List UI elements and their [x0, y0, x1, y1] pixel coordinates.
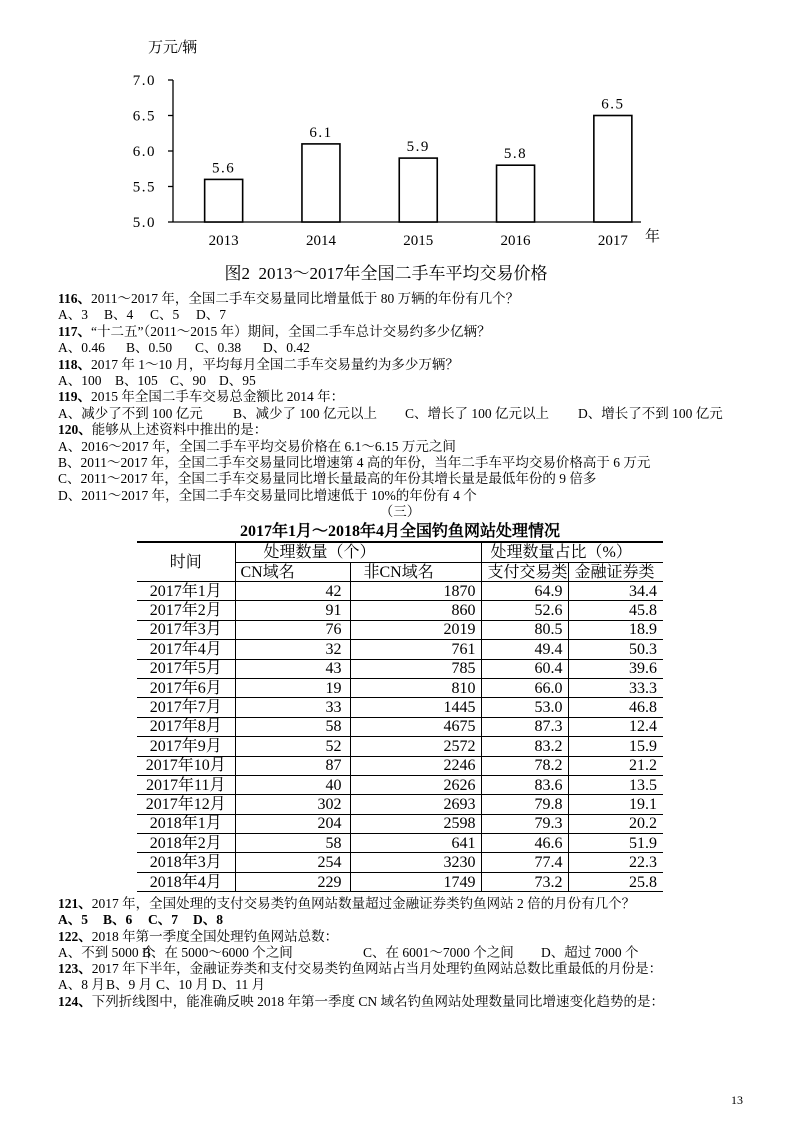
cell-non-cn-count: 761	[350, 640, 481, 659]
cell-non-cn-count: 2598	[350, 814, 481, 833]
cell-non-cn-count: 1445	[350, 698, 481, 717]
header-non-cn-domain: 非CN域名	[350, 563, 481, 582]
option-a: A、3	[58, 307, 88, 323]
cell-cn-count: 302	[235, 795, 350, 814]
option-b: B、105	[115, 372, 158, 388]
option-b: B、0.50	[126, 340, 173, 356]
cell-finance-share: 39.6	[568, 659, 663, 678]
table-row	[137, 795, 663, 814]
page-number: 13	[731, 1093, 743, 1107]
question-stem: 2017 年 1～10 月，平均每月全国二手车交易量约为多少万辆？	[91, 356, 459, 372]
table-row	[137, 737, 663, 756]
option-d: D、超过 7000 个	[541, 944, 639, 960]
x-tick-label: 2017	[597, 233, 628, 249]
option-d: D、11 月	[212, 977, 266, 993]
cell-cn-count: 91	[235, 601, 350, 620]
cell-payment-share: 77.4	[481, 853, 568, 872]
question-number: 116、	[58, 291, 92, 306]
cell-non-cn-count: 4675	[350, 717, 481, 736]
x-axis-unit-label: 年	[645, 229, 661, 245]
option-c: C、2011～2017 年，全国二手车交易量同比增长量最高的年份其增长量是最低年份的 9 倍多	[58, 471, 597, 487]
cell-payment-share: 83.6	[481, 775, 568, 794]
header-cn-domain: CN域名	[235, 563, 350, 582]
question-number: 123、	[58, 961, 92, 977]
question-number: 120、	[58, 422, 92, 438]
option-a: A、100	[58, 372, 102, 388]
option-a: A、5	[58, 912, 88, 928]
table-row	[137, 678, 663, 697]
option-b: B、9 月	[106, 977, 153, 993]
cell-month: 2017年6月	[137, 678, 235, 697]
cell-month: 2018年2月	[137, 834, 235, 853]
option-a: A、8 月	[58, 977, 105, 993]
cell-non-cn-count: 860	[350, 601, 481, 620]
table-row	[137, 640, 663, 659]
option-c: C、5	[150, 307, 180, 323]
bar-value-label: 5.6	[212, 160, 236, 177]
option-a: A、2016～2017 年，全国二手车平均交易价格在 6.1～6.15 万元之间	[58, 438, 456, 454]
options-123	[58, 977, 778, 993]
option-d: D、2011～2017 年，全国二手车交易量同比增速低于 10%的年份有 4 个	[58, 487, 477, 503]
table-row	[137, 872, 663, 891]
option-d: D、0.42	[263, 340, 310, 356]
cell-month: 2017年4月	[137, 640, 235, 659]
question-block-phishing	[58, 896, 778, 1010]
cell-payment-share: 53.0	[481, 698, 568, 717]
cell-finance-share: 15.9	[568, 737, 663, 756]
question-number: 118、	[58, 356, 92, 372]
question-number: 117、	[58, 323, 92, 339]
question-122	[58, 929, 778, 945]
y-tick-label: 5.0	[132, 215, 156, 231]
question-121	[58, 896, 778, 912]
cell-finance-share: 12.4	[568, 717, 663, 736]
option-d: D、8	[193, 912, 223, 928]
option-c: C、0.38	[195, 340, 242, 356]
table-header-row	[137, 542, 663, 563]
cell-non-cn-count: 2572	[350, 737, 481, 756]
used-car-price-bar-chart	[0, 0, 800, 260]
bar-value-label: 5.9	[406, 139, 430, 156]
bar-value-label: 6.1	[309, 124, 333, 141]
question-stem: 2017 年下半年，金融证券类和支付交易类钓鱼网站占当月处理钓鱼网站总数比重最低的月份是：	[91, 961, 663, 977]
cell-finance-share: 51.9	[568, 834, 663, 853]
cell-payment-share: 49.4	[481, 640, 568, 659]
question-124	[58, 994, 778, 1010]
cell-cn-count: 204	[235, 814, 350, 833]
table-row	[137, 853, 663, 872]
option-b: B、4	[104, 307, 134, 323]
y-tick-label: 6.0	[132, 144, 156, 160]
x-tick-label: 2016	[500, 233, 531, 249]
cell-cn-count: 254	[235, 853, 350, 872]
cell-non-cn-count: 1749	[350, 872, 481, 891]
cell-payment-share: 66.0	[481, 678, 568, 697]
cell-month: 2018年3月	[137, 853, 235, 872]
option-c: C、10 月	[156, 977, 209, 993]
cell-payment-share: 73.2	[481, 872, 568, 891]
cell-payment-share: 64.9	[481, 582, 568, 601]
option-d: D、7	[196, 307, 226, 323]
cell-finance-share: 50.3	[568, 640, 663, 659]
cell-payment-share: 83.2	[481, 737, 568, 756]
cell-payment-share: 79.8	[481, 795, 568, 814]
bar-2015	[399, 158, 437, 222]
options-117	[58, 340, 778, 356]
header-payment: 支付交易类	[481, 563, 568, 582]
cell-finance-share: 45.8	[568, 601, 663, 620]
table-row	[137, 582, 663, 601]
table-title: 2017年1月～2018年4月全国钓鱼网站处理情况	[239, 523, 560, 540]
cell-payment-share: 80.5	[481, 620, 568, 639]
cell-cn-count: 58	[235, 717, 350, 736]
question-stem: 2018 年第一季度全国处理钓鱼网站总数：	[91, 928, 339, 944]
table-body	[137, 582, 663, 892]
cell-month: 2017年11月	[137, 775, 235, 794]
cell-payment-share: 87.3	[481, 717, 568, 736]
bar-2014	[302, 144, 340, 222]
option-c: C、90	[170, 372, 207, 388]
question-120	[58, 422, 778, 438]
question-119	[58, 389, 778, 405]
cell-month: 2017年10月	[137, 756, 235, 775]
table-row	[137, 659, 663, 678]
header-count-group: 处理数量（个）	[235, 542, 481, 563]
option-d: D、增长了不到 100 亿元	[578, 405, 723, 421]
cell-cn-count: 42	[235, 582, 350, 601]
option-b: B、在 5000～6000 个之间	[142, 944, 293, 960]
cell-payment-share: 78.2	[481, 756, 568, 775]
question-number: 124、	[58, 993, 92, 1009]
table-row	[137, 620, 663, 639]
options-116	[58, 307, 778, 323]
cell-non-cn-count: 2246	[350, 756, 481, 775]
cell-month: 2017年9月	[137, 737, 235, 756]
cell-finance-share: 19.1	[568, 795, 663, 814]
bar-value-label: 6.5	[601, 96, 625, 113]
table-row	[137, 601, 663, 620]
cell-finance-share: 34.4	[568, 582, 663, 601]
option-b: B、2011～2017 年，全国二手车交易量同比增速第 4 高的年份，当年二手车平均交易价格高于 6 万元	[58, 454, 651, 470]
cell-month: 2017年8月	[137, 717, 235, 736]
option-a: A、减少了不到 100 亿元	[58, 405, 203, 421]
table-row	[137, 814, 663, 833]
option-c: C、7	[148, 912, 178, 928]
cell-finance-share: 33.3	[568, 678, 663, 697]
cell-non-cn-count: 3230	[350, 853, 481, 872]
question-stem: 2017 年，全国处理的支付交易类钓鱼网站数量超过金融证券类钓鱼网站 2 倍的月份有几个？	[91, 896, 636, 911]
table-row	[137, 775, 663, 794]
cell-cn-count: 19	[235, 678, 350, 697]
cell-non-cn-count: 1870	[350, 582, 481, 601]
header-share-group: 处理数量占比（%）	[481, 542, 663, 563]
question-stem: 能够从上述资料中推出的是：	[91, 422, 268, 438]
cell-cn-count: 58	[235, 834, 350, 853]
bar-value-label: 5.8	[503, 146, 528, 163]
question-123	[58, 961, 778, 977]
question-stem: 下列折线图中，能准确反映 2018 年第一季度 CN 域名钓鱼网站处理数量同比增速变化趋势的是：	[91, 993, 665, 1009]
table-row	[137, 698, 663, 717]
y-tick-label: 6.5	[132, 108, 156, 125]
cell-cn-count: 43	[235, 659, 350, 678]
question-116	[58, 291, 778, 307]
y-axis-unit-label: 万元/辆	[148, 40, 198, 56]
question-block-vehicle	[58, 291, 778, 504]
y-tick-label: 7.0	[132, 73, 156, 89]
options-122	[58, 945, 778, 961]
header-time: 时间	[137, 542, 235, 582]
options-119	[58, 406, 778, 422]
table-row	[137, 756, 663, 775]
bar-2013	[205, 179, 243, 222]
options-121	[58, 912, 778, 928]
cell-finance-share: 46.8	[568, 698, 663, 717]
cell-payment-share: 46.6	[481, 834, 568, 853]
option-a: A、不到 5000 个	[58, 944, 156, 960]
cell-cn-count: 229	[235, 872, 350, 891]
cell-non-cn-count: 810	[350, 678, 481, 697]
header-finance: 金融证券类	[568, 563, 663, 582]
cell-non-cn-count: 2019	[350, 620, 481, 639]
cell-finance-share: 25.8	[568, 872, 663, 891]
cell-non-cn-count: 2693	[350, 795, 481, 814]
cell-month: 2017年3月	[137, 620, 235, 639]
question-stem: 2011～2017 年，全国二手车交易量同比增量低于 80 万辆的年份有几个？	[91, 291, 520, 306]
cell-month: 2017年12月	[137, 795, 235, 814]
cell-cn-count: 40	[235, 775, 350, 794]
cell-cn-count: 52	[235, 737, 350, 756]
option-a: A、0.46	[58, 340, 105, 356]
cell-cn-count: 87	[235, 756, 350, 775]
cell-finance-share: 13.5	[568, 775, 663, 794]
cell-cn-count: 76	[235, 620, 350, 639]
cell-non-cn-count: 785	[350, 659, 481, 678]
cell-finance-share: 22.3	[568, 853, 663, 872]
y-tick-label: 5.5	[132, 179, 156, 196]
cell-cn-count: 33	[235, 698, 350, 717]
cell-month: 2017年1月	[137, 582, 235, 601]
x-tick-label: 2015	[403, 233, 434, 249]
cell-payment-share: 79.3	[481, 814, 568, 833]
cell-cn-count: 32	[235, 640, 350, 659]
x-tick-label: 2014	[305, 233, 336, 249]
table-row	[137, 717, 663, 736]
option-c: C、增长了 100 亿元以上	[405, 405, 550, 421]
x-tick-label: 2013	[208, 233, 239, 249]
bar-2017	[594, 116, 632, 223]
question-stem: “十二五”（2011～2015 年）期间，全国二手车总计交易约多少亿辆？	[91, 323, 491, 339]
cell-month: 2018年1月	[137, 814, 235, 833]
cell-month: 2017年5月	[137, 659, 235, 678]
question-117	[58, 324, 778, 340]
bar-2016	[497, 165, 535, 222]
table-row	[137, 834, 663, 853]
cell-month: 2017年2月	[137, 601, 235, 620]
cell-finance-share: 18.9	[568, 620, 663, 639]
cell-finance-share: 21.2	[568, 756, 663, 775]
options-118	[58, 373, 778, 389]
question-number: 119、	[58, 389, 92, 405]
question-number: 121、	[58, 896, 92, 911]
cell-non-cn-count: 641	[350, 834, 481, 853]
chart-caption: 图2 2013～2017年全国二手车平均交易价格	[224, 264, 548, 283]
cell-payment-share: 52.6	[481, 601, 568, 620]
question-number: 122、	[58, 928, 92, 944]
phishing-sites-table	[137, 541, 663, 892]
question-118	[58, 357, 778, 373]
section-label: （三）	[379, 504, 421, 519]
question-stem: 2015 年全国二手车交易总金额比 2014 年：	[91, 389, 345, 405]
option-b: B、减少了 100 亿元以上	[233, 405, 378, 421]
option-c: C、在 6001～7000 个之间	[363, 944, 514, 960]
cell-month: 2018年4月	[137, 872, 235, 891]
option-b: B、6	[103, 912, 133, 928]
cell-month: 2017年7月	[137, 698, 235, 717]
cell-non-cn-count: 2626	[350, 775, 481, 794]
cell-payment-share: 60.4	[481, 659, 568, 678]
option-d: D、95	[219, 372, 256, 388]
cell-finance-share: 20.2	[568, 814, 663, 833]
